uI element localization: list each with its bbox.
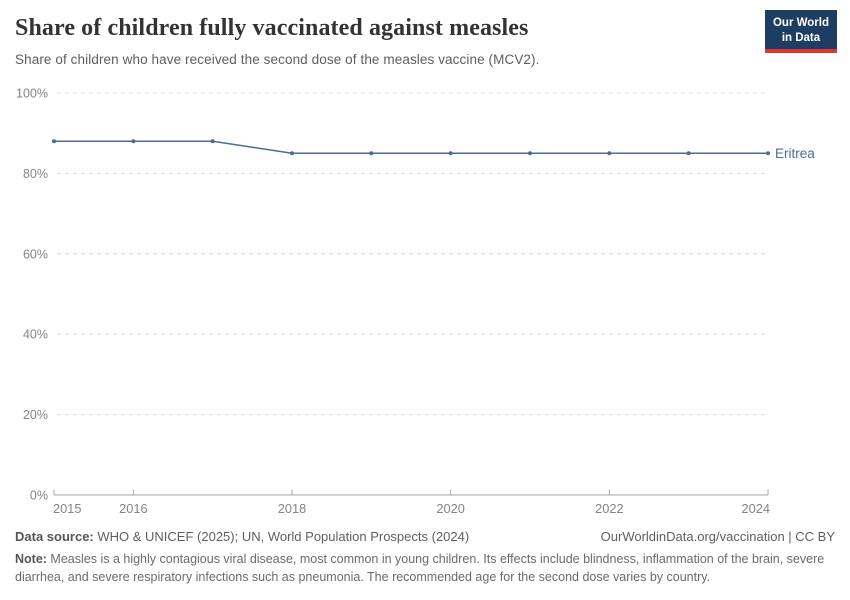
data-point[interactable] [290, 151, 294, 155]
x-axis-label: 2015 [53, 501, 82, 516]
data-point[interactable] [369, 151, 373, 155]
data-point[interactable] [607, 151, 611, 155]
y-axis-label: 20% [22, 408, 48, 423]
data-point[interactable] [528, 151, 532, 155]
y-axis-label: 60% [22, 247, 48, 262]
data-point[interactable] [766, 151, 770, 155]
data-point[interactable] [449, 151, 453, 155]
series-end-label[interactable]: Eritrea [775, 145, 815, 161]
chart-subtitle: Share of children who have received the second dose of the measles vaccine (MCV2). [15, 52, 540, 67]
page-title: Share of children fully vaccinated against measles [15, 15, 529, 41]
data-source-value: WHO & UNICEF (2025); UN, World Population Prospects (2024) [93, 529, 470, 544]
owid-logo-line2: in Data [781, 31, 821, 44]
x-axis-label: 2020 [436, 501, 465, 516]
chart-note-label: Note: [15, 552, 47, 566]
x-axis-label: 2016 [119, 501, 148, 516]
data-point[interactable] [687, 151, 691, 155]
y-axis-label: 0% [29, 488, 48, 503]
line-chart-canvas[interactable] [0, 80, 850, 525]
data-point[interactable] [131, 139, 135, 143]
data-point[interactable] [52, 139, 56, 143]
chart-note-value: Measles is a highly contagious viral disease, most common in young children. Its effects include blindness, inflammation of the brain, severe diarrhea, and severe respiratory infections such as pneumonia. The recommended age for the second dose varies by country. [15, 552, 825, 584]
data-source [15, 529, 469, 544]
y-axis-label: 100% [16, 86, 48, 101]
x-axis-label: 2024 [741, 501, 770, 516]
citation-link[interactable]: OurWorldinData.org/vaccination | CC BY [600, 529, 835, 544]
chart-footer [15, 529, 835, 587]
owid-logo-line1: Our World [772, 17, 829, 29]
y-axis-label: 80% [22, 166, 48, 181]
x-axis-label: 2022 [595, 501, 624, 516]
data-source-label: Data source: [15, 529, 94, 544]
data-line[interactable] [54, 141, 768, 153]
data-point[interactable] [211, 139, 215, 143]
y-axis-label: 40% [22, 327, 48, 342]
x-axis-label: 2018 [277, 501, 307, 516]
owid-logo[interactable] [765, 10, 837, 53]
chart-note [15, 551, 833, 587]
